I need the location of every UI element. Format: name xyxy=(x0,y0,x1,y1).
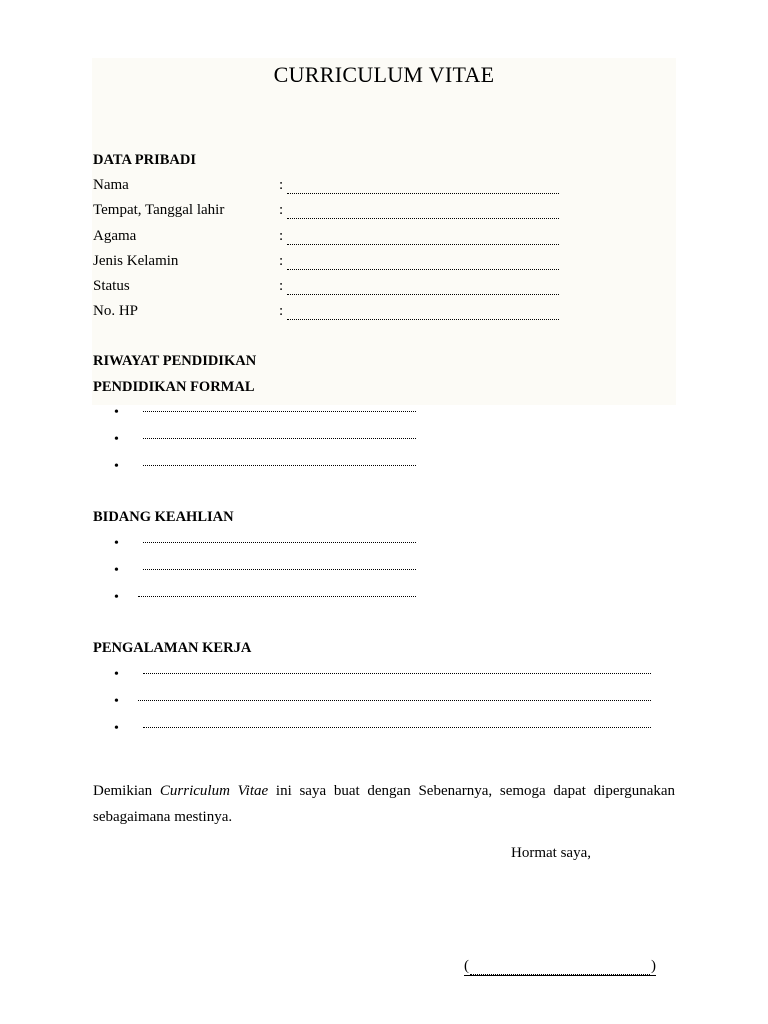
bullet-icon: • xyxy=(114,694,119,709)
experience-fill-line[interactable] xyxy=(143,726,651,728)
field-separator: : xyxy=(279,253,284,269)
signature-fill-line[interactable] xyxy=(470,964,650,975)
field-value-no-hp[interactable] xyxy=(279,303,559,320)
bullet-icon: • xyxy=(114,563,119,578)
experience-fill-line[interactable] xyxy=(143,672,651,674)
fill-in-line[interactable] xyxy=(287,309,559,320)
field-label-ttl: Tempat, Tanggal lahir xyxy=(93,202,225,218)
field-separator: : xyxy=(279,303,284,319)
field-value-status[interactable] xyxy=(279,278,559,295)
field-label-agama: Agama xyxy=(93,228,137,244)
skills-fill-line[interactable] xyxy=(143,568,416,570)
experience-fill-line[interactable] xyxy=(138,699,651,701)
section-heading-skills: BIDANG KEAHLIAN xyxy=(93,509,234,525)
bullet-icon: • xyxy=(114,405,119,420)
bullet-icon: • xyxy=(114,667,119,682)
section-heading-experience: PENGALAMAN KERJA xyxy=(93,640,252,656)
field-separator: : xyxy=(279,177,284,193)
closing-statement xyxy=(93,778,675,804)
section-heading-education: RIWAYAT PENDIDIKAN xyxy=(93,353,257,369)
field-label-jenis-kelamin: Jenis Kelamin xyxy=(93,253,179,269)
field-label-status: Status xyxy=(93,278,130,294)
signature-open-paren: ( xyxy=(464,958,469,974)
field-separator: : xyxy=(279,278,284,294)
fill-in-line[interactable] xyxy=(287,259,559,270)
education-fill-line[interactable] xyxy=(143,464,416,466)
bullet-icon: • xyxy=(114,432,119,447)
bullet-icon: • xyxy=(114,590,119,605)
fill-in-line[interactable] xyxy=(287,208,559,219)
statement-prefix: Demikian xyxy=(93,783,160,799)
document-title: CURRICULUM VITAE xyxy=(273,62,495,87)
statement-suffix: ini saya buat dengan Sebenarnya, semoga dapat dipergunakan xyxy=(268,783,676,799)
fill-in-line[interactable] xyxy=(287,234,559,245)
field-separator: : xyxy=(279,202,284,218)
signature-field[interactable] xyxy=(464,958,656,975)
section-subheading-formal: PENDIDIKAN FORMAL xyxy=(93,379,255,395)
bullet-icon: • xyxy=(114,536,119,551)
skills-fill-line[interactable] xyxy=(143,541,416,543)
bullet-icon: • xyxy=(114,721,119,736)
field-label-no-hp: No. HP xyxy=(93,303,139,319)
education-fill-line[interactable] xyxy=(143,410,416,412)
field-label-nama: Nama xyxy=(93,177,129,193)
fill-in-line[interactable] xyxy=(287,183,559,194)
closing-salutation: Hormat saya, xyxy=(511,845,591,861)
signature-underline xyxy=(464,975,656,976)
field-value-agama[interactable] xyxy=(279,228,559,245)
field-value-nama[interactable] xyxy=(279,177,559,194)
field-value-jenis-kelamin[interactable] xyxy=(279,253,559,270)
signature-close-paren: ) xyxy=(651,958,656,974)
skills-fill-line[interactable] xyxy=(138,595,416,597)
bullet-icon: • xyxy=(114,459,119,474)
statement-italic-cv: Curriculum Vitae xyxy=(159,783,269,799)
closing-statement-line2: sebagaimana mestinya. xyxy=(93,809,233,825)
education-fill-line[interactable] xyxy=(143,437,416,439)
field-value-ttl[interactable] xyxy=(279,202,559,219)
field-separator: : xyxy=(279,228,284,244)
section-heading-personal: DATA PRIBADI xyxy=(93,152,196,168)
fill-in-line[interactable] xyxy=(287,284,559,295)
